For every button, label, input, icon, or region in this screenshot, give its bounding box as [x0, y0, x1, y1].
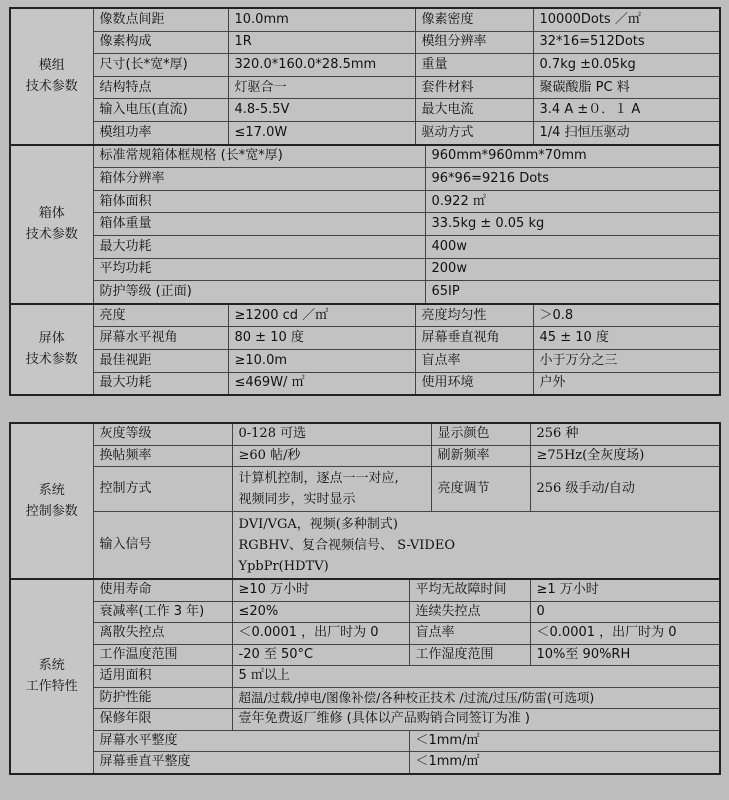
- param-label: 屏幕垂直平整度: [93, 752, 409, 774]
- param-value: 80 ± 10 度: [228, 327, 415, 350]
- param-value: ≤469W/ ㎡: [228, 372, 415, 395]
- param-value: 小于万分之三: [533, 349, 720, 372]
- param-label: 离散失控点: [93, 623, 232, 645]
- table-row: [10, 709, 720, 731]
- param-label: 使用寿命: [93, 579, 232, 601]
- system-table: [9, 422, 721, 775]
- param-label: 盲点率: [415, 349, 533, 372]
- param-label: 输入电压(直流): [93, 99, 228, 122]
- param-value: ≥60 帖/秒: [232, 445, 431, 467]
- table-row: [10, 168, 720, 191]
- param-label: 驱动方式: [415, 121, 533, 144]
- group-label-work: 系统 工作特性: [10, 579, 93, 774]
- param-label: 平均无故障时间: [409, 579, 530, 601]
- param-label: 灰度等级: [93, 423, 232, 445]
- param-label: 使用环境: [415, 372, 533, 395]
- table-row: [10, 423, 720, 445]
- param-label: 像素密度: [415, 8, 533, 31]
- param-value: 256 级手动/自动: [530, 467, 720, 512]
- param-value: 10000Dots ／㎡: [533, 8, 720, 31]
- group-label-module: 模组 技术参数: [10, 8, 93, 145]
- param-value: 32*16=512Dots: [533, 31, 720, 54]
- param-label: 最大功耗: [93, 235, 425, 258]
- param-value: ＜0.0001 ，出厂时为 0: [530, 623, 720, 645]
- param-label: 控制方式: [93, 467, 232, 512]
- table-row: [10, 145, 720, 168]
- param-label: 连续失控点: [409, 601, 530, 623]
- table-row: [10, 349, 720, 372]
- param-value: ≥10 万小时: [232, 579, 409, 601]
- param-value: 壹年免费返厂维修 (具体以产品购销合同签订为准 ): [232, 709, 720, 731]
- param-label: 显示颜色: [431, 423, 530, 445]
- table-row: [10, 213, 720, 236]
- param-value: 256 种: [530, 423, 720, 445]
- param-value: 33.5kg ± 0.05 kg: [425, 213, 720, 236]
- param-label: 衰减率(工作 3 年): [93, 601, 232, 623]
- param-label: 最佳视距: [93, 349, 228, 372]
- param-value: ≥75Hz(全灰度场): [530, 445, 720, 467]
- param-value: 400w: [425, 235, 720, 258]
- table-row: [10, 8, 720, 31]
- param-value: 5 ㎡以上: [232, 666, 720, 688]
- param-value: 0.922 ㎡: [425, 190, 720, 213]
- param-value: ≤17.0W: [228, 121, 415, 144]
- param-label: 换帖频率: [93, 445, 232, 467]
- table-row: [10, 730, 720, 752]
- param-value: 0: [530, 601, 720, 623]
- param-value: 320.0*160.0*28.5mm: [228, 54, 415, 77]
- param-value: ≥10.0m: [228, 349, 415, 372]
- table-row: [10, 54, 720, 77]
- table-row: [10, 601, 720, 623]
- param-label: 最大电流: [415, 99, 533, 122]
- param-label: 模组功率: [93, 121, 228, 144]
- param-value: 10.0mm: [228, 8, 415, 31]
- param-label: 防护性能: [93, 687, 232, 709]
- param-label: 盲点率: [409, 623, 530, 645]
- group-label-screen: 屏体 技术参数: [10, 304, 93, 395]
- param-label: 亮度调节: [431, 467, 530, 512]
- param-value: 200w: [425, 258, 720, 281]
- param-label: 适用面积: [93, 666, 232, 688]
- table-row: [10, 190, 720, 213]
- group-label-control: 系统 控制参数: [10, 423, 93, 579]
- param-value: 96*96=9216 Dots: [425, 168, 720, 191]
- param-value: 计算机控制，逐点一一对应, 视频同步，实时显示: [232, 467, 431, 512]
- param-label: 刷新频率: [431, 445, 530, 467]
- param-value: 0-128 可选: [232, 423, 431, 445]
- table-row: [10, 445, 720, 467]
- param-value: ＜0.0001 ，出厂时为 0: [232, 623, 409, 645]
- param-value: ＜1mm/㎡: [409, 752, 720, 774]
- param-value: 聚碳酸脂 PC 料: [533, 76, 720, 99]
- table-row: [10, 579, 720, 601]
- param-label: 屏幕水平视角: [93, 327, 228, 350]
- table-row: [10, 467, 720, 512]
- module-cabinet-screen-table: [9, 7, 721, 396]
- param-label: 尺寸(长*宽*厚): [93, 54, 228, 77]
- param-label: 平均功耗: [93, 258, 425, 281]
- param-label: 结构特点: [93, 76, 228, 99]
- table-row: [10, 235, 720, 258]
- param-label: 箱体重量: [93, 213, 425, 236]
- param-label: 箱体分辨率: [93, 168, 425, 191]
- table-row: [10, 121, 720, 144]
- table-row: [10, 327, 720, 350]
- param-value: 灯驱合一: [228, 76, 415, 99]
- param-label: 像素构成: [93, 31, 228, 54]
- param-value: 45 ± 10 度: [533, 327, 720, 350]
- param-value: 3.4 A ±０．１ A: [533, 99, 720, 122]
- param-label: 最大功耗: [93, 372, 228, 395]
- param-value: 4.8-5.5V: [228, 99, 415, 122]
- param-value: 960mm*960mm*70mm: [425, 145, 720, 168]
- param-label: 模组分辨率: [415, 31, 533, 54]
- table-row: [10, 512, 720, 580]
- param-label: 像数点间距: [93, 8, 228, 31]
- param-value: 1/4 扫恒压驱动: [533, 121, 720, 144]
- param-label: 防护等级 (正面): [93, 281, 425, 304]
- param-value: 10%至 90%RH: [530, 644, 720, 666]
- param-value: ≥1200 cd ／㎡: [228, 304, 415, 327]
- param-value: ≤20%: [232, 601, 409, 623]
- group-label-cabinet: 箱体 技术参数: [10, 145, 93, 304]
- table-row: [10, 304, 720, 327]
- table-row: [10, 99, 720, 122]
- table-row: [10, 372, 720, 395]
- param-value: -20 至 50°C: [232, 644, 409, 666]
- param-label: 输入信号: [93, 512, 232, 580]
- param-label: 工作湿度范围: [409, 644, 530, 666]
- param-value: ＜1mm/㎡: [409, 730, 720, 752]
- param-label: 重量: [415, 54, 533, 77]
- table-row: [10, 76, 720, 99]
- param-label: 屏幕水平整度: [93, 730, 409, 752]
- param-label: 箱体面积: [93, 190, 425, 213]
- table-row: [10, 31, 720, 54]
- table-row: [10, 644, 720, 666]
- table-row: [10, 281, 720, 304]
- table-row: [10, 687, 720, 709]
- param-value: 1R: [228, 31, 415, 54]
- param-label: 亮度: [93, 304, 228, 327]
- param-label: 亮度均匀性: [415, 304, 533, 327]
- param-label: 保修年限: [93, 709, 232, 731]
- input-signal-list: DVI/VGA，视频(多种制式) RGBHV、复合视频信号、 S-VIDEO YpbPr(HDTV): [232, 512, 720, 580]
- param-label: 工作温度范围: [93, 644, 232, 666]
- param-label: 套件材料: [415, 76, 533, 99]
- param-value: 超温/过载/掉电/图像补偿/各种校正技术 /过流/过压/防雷(可选项): [232, 687, 720, 709]
- param-value: 0.7kg ±0.05kg: [533, 54, 720, 77]
- param-value: 户外: [533, 372, 720, 395]
- param-label: 屏幕垂直视角: [415, 327, 533, 350]
- table-row: [10, 258, 720, 281]
- param-value: ＞0.8: [533, 304, 720, 327]
- table-row: [10, 666, 720, 688]
- param-value: 65IP: [425, 281, 720, 304]
- param-label: 标准常规箱体框规格 (长*宽*厚): [93, 145, 425, 168]
- param-value: ≥1 万小时: [530, 579, 720, 601]
- table-row: [10, 623, 720, 645]
- table-row: [10, 752, 720, 774]
